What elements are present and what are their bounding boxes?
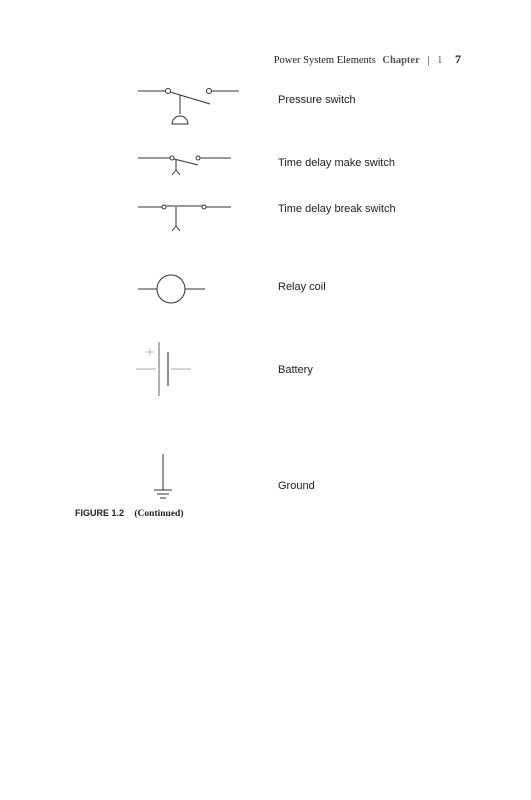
symbol-label-battery: Battery xyxy=(278,364,313,376)
running-head-chapter-number: 1 xyxy=(437,55,443,66)
symbol-label-time-delay-break-switch: Time delay break switch xyxy=(278,203,396,215)
symbol-label-time-delay-make-switch: Time delay make switch xyxy=(278,157,395,169)
battery-icon xyxy=(130,338,250,400)
running-head-separator: | xyxy=(427,55,430,66)
running-head xyxy=(274,52,461,67)
pressure-switch-symbol xyxy=(130,80,250,130)
ground-icon xyxy=(130,450,250,502)
time-delay-make-switch-icon xyxy=(130,148,250,178)
figure-caption xyxy=(75,508,183,519)
time-delay-break-switch-icon xyxy=(130,197,250,237)
figure-number: FIGURE 1.2 xyxy=(75,508,125,518)
time-delay-break-switch-symbol xyxy=(130,197,250,237)
running-head-chapter-word: Chapter xyxy=(382,55,420,66)
relay-coil-icon xyxy=(130,268,250,308)
time-delay-make-switch-symbol xyxy=(130,148,250,178)
running-head-title: Power System Elements xyxy=(273,55,376,66)
battery-symbol xyxy=(130,338,250,400)
ground-symbol xyxy=(130,450,250,502)
relay-coil-symbol xyxy=(130,268,250,308)
figure-caption-text: (Continued) xyxy=(134,509,184,519)
symbol-label-ground: Ground xyxy=(278,480,315,492)
page-number: 7 xyxy=(455,52,461,66)
symbol-label-pressure-switch: Pressure switch xyxy=(278,94,356,106)
pressure-switch-icon xyxy=(130,80,250,130)
symbol-label-relay-coil: Relay coil xyxy=(278,281,326,293)
